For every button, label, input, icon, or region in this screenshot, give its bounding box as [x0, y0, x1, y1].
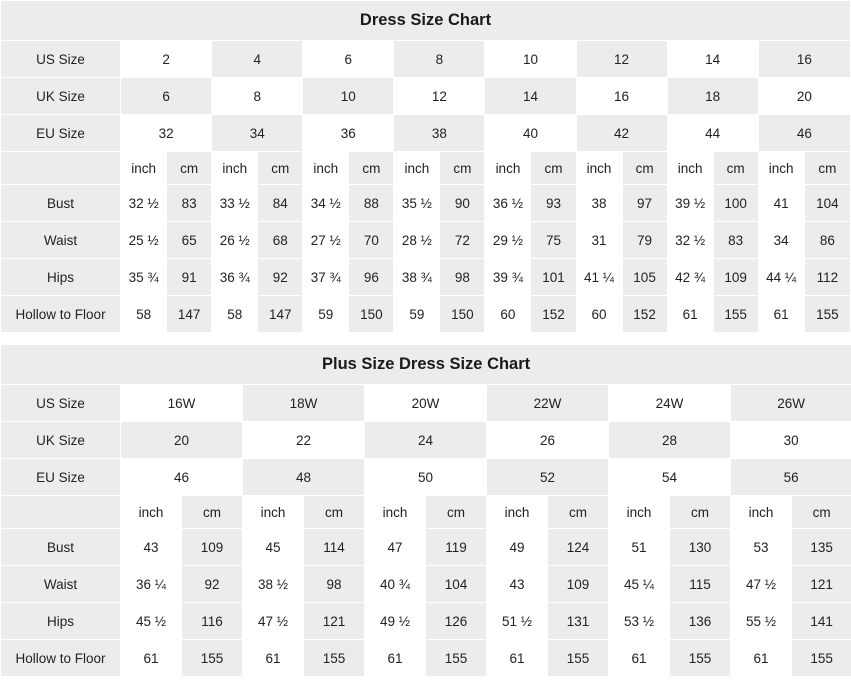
cell-bust: 53 — [731, 529, 792, 566]
cell-bust: 39 ½ — [667, 185, 713, 222]
cell-hips: 39 ¾ — [485, 259, 531, 296]
cell-bust: 51 — [609, 529, 670, 566]
cell-hollow-to-floor: 61 — [121, 640, 182, 677]
cell-waist: 109 — [548, 566, 609, 603]
cell-unit: cm — [182, 496, 243, 529]
cell-hollow-to-floor: 58 — [212, 296, 258, 333]
cell-waist: 121 — [792, 566, 851, 603]
cell-bust: 104 — [804, 185, 850, 222]
cell-hips: 109 — [713, 259, 758, 296]
cell-bust: 97 — [622, 185, 667, 222]
cell-hips: 35 ¾ — [121, 259, 167, 296]
table-row — [1, 603, 851, 640]
cell-unit: cm — [670, 496, 731, 529]
row-label-bust: Bust — [1, 185, 121, 222]
cell-us-size: 18W — [243, 385, 365, 422]
cell-uk-size: 16 — [576, 78, 667, 115]
cell-bust: 43 — [121, 529, 182, 566]
cell-hollow-to-floor: 60 — [576, 296, 622, 333]
cell-hips: 53 ½ — [609, 603, 670, 640]
cell-bust: 83 — [167, 185, 212, 222]
cell-hollow-to-floor: 61 — [487, 640, 548, 677]
cell-bust: 45 — [243, 529, 304, 566]
cell-hips: 101 — [531, 259, 576, 296]
cell-uk-size: 14 — [485, 78, 576, 115]
table-row — [1, 41, 851, 78]
cell-uk-size: 22 — [243, 422, 365, 459]
cell-unit: inch — [365, 496, 426, 529]
cell-hips: 96 — [349, 259, 394, 296]
cell-unit: inch — [303, 152, 349, 185]
table-row — [1, 1, 851, 41]
row-label-waist: Waist — [1, 566, 121, 603]
cell-us-size: 14 — [667, 41, 758, 78]
cell-uk-size: 10 — [303, 78, 394, 115]
cell-hips: 36 ¾ — [212, 259, 258, 296]
cell-unit: cm — [713, 152, 758, 185]
cell-bust: 109 — [182, 529, 243, 566]
cell-unit: cm — [622, 152, 667, 185]
cell-waist: 65 — [167, 222, 212, 259]
cell-hips: 49 ½ — [365, 603, 426, 640]
cell-bust: 88 — [349, 185, 394, 222]
cell-uk-size: 8 — [212, 78, 303, 115]
cell-waist: 70 — [349, 222, 394, 259]
cell-hollow-to-floor: 59 — [394, 296, 440, 333]
cell-unit: inch — [243, 496, 304, 529]
chart-title: Dress Size Chart — [1, 1, 851, 41]
cell-waist: 45 ¼ — [609, 566, 670, 603]
cell-hollow-to-floor: 155 — [426, 640, 487, 677]
cell-hips: 92 — [258, 259, 303, 296]
cell-hollow-to-floor: 152 — [622, 296, 667, 333]
cell-waist: 36 ¼ — [121, 566, 182, 603]
cell-waist: 25 ½ — [121, 222, 167, 259]
cell-us-size: 6 — [303, 41, 394, 78]
cell-bust: 124 — [548, 529, 609, 566]
chart-divider — [0, 333, 851, 344]
cell-eu-size: 50 — [365, 459, 487, 496]
cell-us-size: 16 — [758, 41, 850, 78]
cell-hips: 131 — [548, 603, 609, 640]
cell-waist: 92 — [182, 566, 243, 603]
cell-bust: 84 — [258, 185, 303, 222]
cell-hollow-to-floor: 150 — [440, 296, 485, 333]
cell-hips: 112 — [804, 259, 850, 296]
cell-bust: 47 — [365, 529, 426, 566]
cell-bust: 114 — [304, 529, 365, 566]
cell-uk-size: 30 — [731, 422, 851, 459]
cell-hips: 55 ½ — [731, 603, 792, 640]
cell-hollow-to-floor: 155 — [792, 640, 851, 677]
cell-bust: 93 — [531, 185, 576, 222]
cell-hips: 98 — [440, 259, 485, 296]
table-row — [1, 345, 851, 385]
cell-eu-size: 54 — [609, 459, 731, 496]
cell-hollow-to-floor: 61 — [758, 296, 804, 333]
cell-hollow-to-floor: 61 — [667, 296, 713, 333]
table-row — [1, 115, 851, 152]
cell-us-size: 16W — [121, 385, 243, 422]
table-row — [1, 640, 851, 677]
table-row — [1, 566, 851, 603]
cell-unit: inch — [394, 152, 440, 185]
cell-hips: 105 — [622, 259, 667, 296]
cell-uk-size: 12 — [394, 78, 485, 115]
row-label-eu-size: EU Size — [1, 115, 121, 152]
cell-hips: 141 — [792, 603, 851, 640]
cell-hollow-to-floor: 147 — [258, 296, 303, 333]
row-label-uk-size: UK Size — [1, 78, 121, 115]
cell-unit: inch — [121, 496, 182, 529]
cell-unit: cm — [304, 496, 365, 529]
cell-us-size: 12 — [576, 41, 667, 78]
chart-title: Plus Size Dress Size Chart — [1, 345, 851, 385]
cell-uk-size: 18 — [667, 78, 758, 115]
cell-us-size: 4 — [212, 41, 303, 78]
dress-size-chart-block — [0, 0, 851, 333]
cell-bust: 130 — [670, 529, 731, 566]
dress-size-chart-table — [0, 0, 851, 333]
table-row — [1, 296, 851, 333]
cell-unit: inch — [485, 152, 531, 185]
cell-uk-size: 26 — [487, 422, 609, 459]
cell-us-size: 2 — [121, 41, 212, 78]
cell-waist: 72 — [440, 222, 485, 259]
cell-unit: cm — [349, 152, 394, 185]
table-row — [1, 152, 851, 185]
cell-eu-size: 56 — [731, 459, 851, 496]
cell-hips: 44 ¼ — [758, 259, 804, 296]
cell-waist: 38 ½ — [243, 566, 304, 603]
cell-unit: inch — [667, 152, 713, 185]
cell-eu-size: 42 — [576, 115, 667, 152]
cell-unit: cm — [258, 152, 303, 185]
cell-bust: 36 ½ — [485, 185, 531, 222]
row-label-eu-size: EU Size — [1, 459, 121, 496]
cell-bust: 34 ½ — [303, 185, 349, 222]
cell-hips: 47 ½ — [243, 603, 304, 640]
cell-waist: 31 — [576, 222, 622, 259]
cell-waist: 68 — [258, 222, 303, 259]
cell-hollow-to-floor: 58 — [121, 296, 167, 333]
cell-bust: 119 — [426, 529, 487, 566]
cell-eu-size: 52 — [487, 459, 609, 496]
row-label-empty — [1, 152, 121, 185]
row-label-us-size: US Size — [1, 385, 121, 422]
cell-hollow-to-floor: 61 — [609, 640, 670, 677]
cell-waist: 43 — [487, 566, 548, 603]
cell-us-size: 10 — [485, 41, 576, 78]
cell-hollow-to-floor: 152 — [531, 296, 576, 333]
cell-uk-size: 6 — [121, 78, 212, 115]
cell-waist: 29 ½ — [485, 222, 531, 259]
table-row — [1, 459, 851, 496]
cell-eu-size: 32 — [121, 115, 212, 152]
cell-waist: 83 — [713, 222, 758, 259]
table-row — [1, 78, 851, 115]
cell-bust: 33 ½ — [212, 185, 258, 222]
cell-hips: 38 ¾ — [394, 259, 440, 296]
cell-us-size: 26W — [731, 385, 851, 422]
cell-bust: 32 ½ — [121, 185, 167, 222]
cell-us-size: 22W — [487, 385, 609, 422]
cell-hips: 41 ¼ — [576, 259, 622, 296]
cell-uk-size: 20 — [121, 422, 243, 459]
row-label-hollow-to-floor: Hollow to Floor — [1, 640, 121, 677]
cell-waist: 28 ½ — [394, 222, 440, 259]
cell-waist: 47 ½ — [731, 566, 792, 603]
cell-eu-size: 34 — [212, 115, 303, 152]
cell-hips: 121 — [304, 603, 365, 640]
cell-waist: 75 — [531, 222, 576, 259]
table-row — [1, 422, 851, 459]
cell-uk-size: 24 — [365, 422, 487, 459]
cell-bust: 100 — [713, 185, 758, 222]
table-row — [1, 222, 851, 259]
cell-eu-size: 38 — [394, 115, 485, 152]
row-label-empty — [1, 496, 121, 529]
table-row — [1, 385, 851, 422]
cell-unit: inch — [731, 496, 792, 529]
cell-eu-size: 36 — [303, 115, 394, 152]
cell-waist: 79 — [622, 222, 667, 259]
table-row — [1, 259, 851, 296]
cell-unit: inch — [609, 496, 670, 529]
cell-unit: inch — [758, 152, 804, 185]
row-label-hollow-to-floor: Hollow to Floor — [1, 296, 121, 333]
cell-hollow-to-floor: 61 — [243, 640, 304, 677]
cell-hips: 116 — [182, 603, 243, 640]
table-row — [1, 496, 851, 529]
row-label-hips: Hips — [1, 259, 121, 296]
cell-hollow-to-floor: 147 — [167, 296, 212, 333]
cell-waist: 40 ¾ — [365, 566, 426, 603]
cell-bust: 49 — [487, 529, 548, 566]
cell-unit: inch — [487, 496, 548, 529]
cell-hollow-to-floor: 61 — [731, 640, 792, 677]
cell-hollow-to-floor: 155 — [304, 640, 365, 677]
cell-hollow-to-floor: 60 — [485, 296, 531, 333]
cell-unit: inch — [121, 152, 167, 185]
table-row — [1, 529, 851, 566]
row-label-bust: Bust — [1, 529, 121, 566]
cell-bust: 35 ½ — [394, 185, 440, 222]
cell-hollow-to-floor: 150 — [349, 296, 394, 333]
cell-us-size: 8 — [394, 41, 485, 78]
cell-hollow-to-floor: 155 — [182, 640, 243, 677]
row-label-us-size: US Size — [1, 41, 121, 78]
row-label-waist: Waist — [1, 222, 121, 259]
cell-hips: 91 — [167, 259, 212, 296]
cell-unit: inch — [212, 152, 258, 185]
cell-hollow-to-floor: 61 — [365, 640, 426, 677]
cell-unit: cm — [548, 496, 609, 529]
cell-hips: 51 ½ — [487, 603, 548, 640]
cell-us-size: 20W — [365, 385, 487, 422]
cell-bust: 38 — [576, 185, 622, 222]
cell-hips: 37 ¾ — [303, 259, 349, 296]
cell-uk-size: 28 — [609, 422, 731, 459]
cell-unit: cm — [792, 496, 851, 529]
cell-uk-size: 20 — [758, 78, 850, 115]
cell-bust: 135 — [792, 529, 851, 566]
cell-hips: 136 — [670, 603, 731, 640]
cell-bust: 41 — [758, 185, 804, 222]
plus-size-dress-chart-block — [0, 344, 851, 677]
cell-hollow-to-floor: 155 — [548, 640, 609, 677]
cell-unit: cm — [167, 152, 212, 185]
cell-unit: cm — [531, 152, 576, 185]
plus-size-dress-chart-table — [0, 344, 851, 677]
cell-us-size: 24W — [609, 385, 731, 422]
cell-waist: 115 — [670, 566, 731, 603]
cell-waist: 32 ½ — [667, 222, 713, 259]
cell-hips: 42 ¾ — [667, 259, 713, 296]
cell-waist: 86 — [804, 222, 850, 259]
cell-hollow-to-floor: 155 — [713, 296, 758, 333]
cell-eu-size: 48 — [243, 459, 365, 496]
table-row — [1, 185, 851, 222]
cell-hollow-to-floor: 155 — [670, 640, 731, 677]
cell-unit: cm — [804, 152, 850, 185]
cell-eu-size: 44 — [667, 115, 758, 152]
cell-waist: 34 — [758, 222, 804, 259]
cell-hollow-to-floor: 59 — [303, 296, 349, 333]
cell-eu-size: 46 — [121, 459, 243, 496]
cell-waist: 27 ½ — [303, 222, 349, 259]
cell-waist: 26 ½ — [212, 222, 258, 259]
cell-hips: 126 — [426, 603, 487, 640]
cell-unit: inch — [576, 152, 622, 185]
cell-waist: 104 — [426, 566, 487, 603]
cell-bust: 90 — [440, 185, 485, 222]
row-label-uk-size: UK Size — [1, 422, 121, 459]
cell-hips: 45 ½ — [121, 603, 182, 640]
row-label-hips: Hips — [1, 603, 121, 640]
cell-waist: 98 — [304, 566, 365, 603]
cell-eu-size: 46 — [758, 115, 850, 152]
cell-unit: cm — [426, 496, 487, 529]
cell-unit: cm — [440, 152, 485, 185]
cell-eu-size: 40 — [485, 115, 576, 152]
cell-hollow-to-floor: 155 — [804, 296, 850, 333]
